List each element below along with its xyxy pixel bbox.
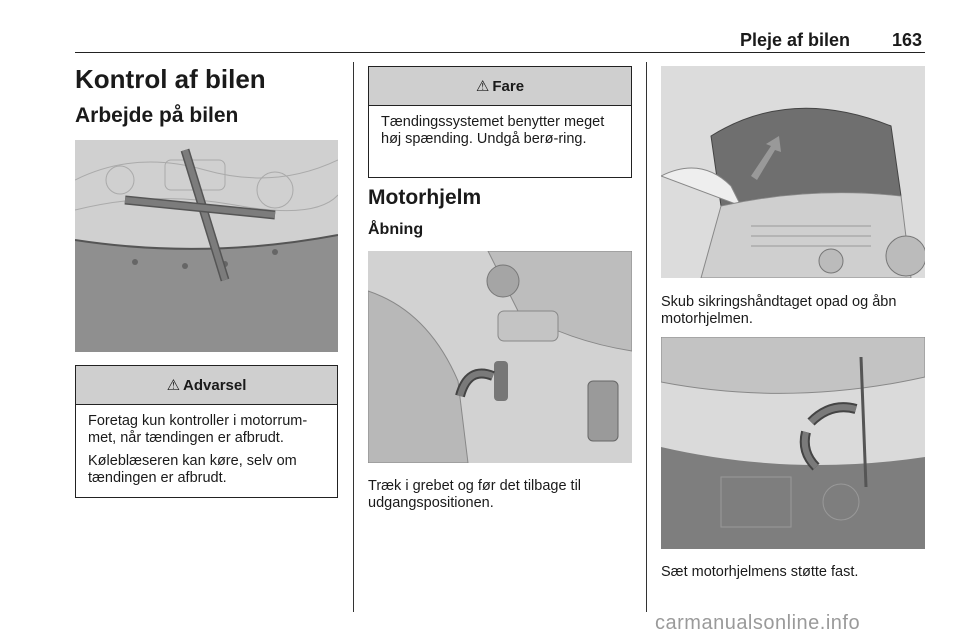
warning-paragraph: Køleblæseren kan køre, selv om tændingen er afbrudt. [88, 453, 297, 486]
danger-box [368, 66, 632, 178]
warning-triangle-icon: ⚠ [166, 377, 181, 394]
column-divider [353, 62, 354, 612]
warning-paragraph: Foretag kun kontroller i motorrum-met, når tændingen er afbrudt. [88, 413, 308, 446]
danger-box-body [369, 106, 631, 160]
warning-box-title: Advarsel [183, 376, 247, 394]
figure-caption: Skub sikringshåndtaget opad og åbn motorhjelmen. [661, 294, 897, 327]
engine-bay-illustration [75, 140, 338, 352]
running-header-title: Pleje af bilen [739, 30, 850, 50]
watermark: carmanualsonline.info [655, 612, 861, 634]
warning-triangle-icon: ⚠ [475, 78, 490, 95]
sub-heading-opening: Åbning [368, 221, 424, 238]
hood-support-illustration [661, 337, 925, 549]
danger-paragraph: Tændingssystemet benytter meget høj spænding. Undgå berø-ring. [381, 114, 605, 147]
figure-caption: Sæt motorhjelmens støtte fast. [661, 564, 859, 580]
column-divider [646, 62, 647, 612]
open-hood-illustration [661, 66, 925, 278]
danger-box-header [369, 67, 631, 106]
figure-caption: Træk i grebet og før det tilbage til udgangspositionen. [368, 478, 582, 511]
sub-heading: Arbejde på bilen [75, 104, 239, 127]
danger-box-title: Fare [492, 77, 525, 95]
page-number: 163 [891, 30, 922, 50]
section-heading-hood: Motorhjelm [368, 186, 482, 209]
header-rule [75, 52, 925, 53]
warning-box-header [76, 366, 337, 405]
section-heading: Kontrol af bilen [75, 64, 266, 94]
warning-box [75, 365, 338, 498]
warning-box-body [76, 405, 337, 499]
hood-release-lever-illustration [368, 251, 632, 463]
